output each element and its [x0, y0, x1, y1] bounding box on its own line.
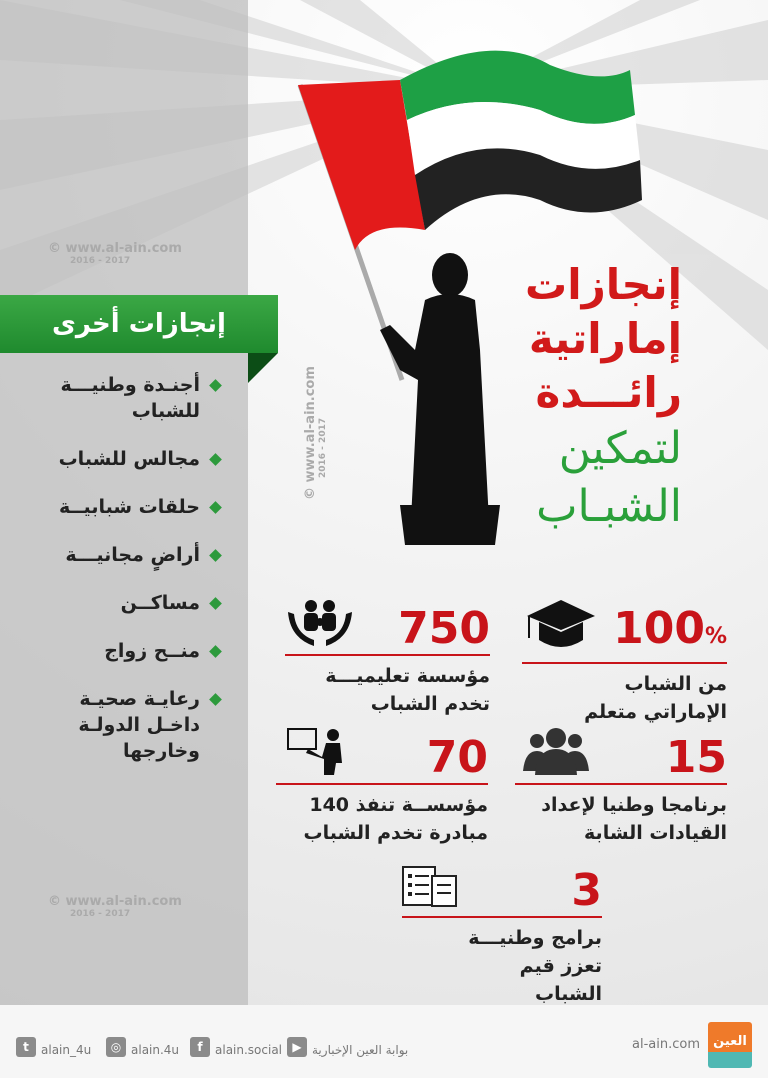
bullet-icon [209, 645, 222, 658]
facebook-icon: f [190, 1037, 210, 1057]
banner-fold [248, 353, 278, 383]
sidebar-heading: إنجازات أخرى [0, 295, 278, 353]
watermark: © www.al-ain.com 2016 - 2017 [303, 366, 328, 500]
youtube-icon: ▶ [287, 1037, 307, 1057]
list-item: حلقات شبابيــة [20, 494, 230, 520]
graduation-cap-icon [525, 598, 597, 650]
bullet-icon [209, 379, 222, 392]
site-link[interactable]: al-ain.com [632, 1037, 700, 1052]
checklist-icon [402, 866, 458, 908]
stat-100-percent: 100% من الشباب الإماراتي متعلم [522, 606, 727, 726]
instagram-link[interactable]: ◎ alain.4u [106, 1037, 179, 1057]
youtube-link[interactable]: ▶ بوابة العين الإخبارية [287, 1037, 408, 1057]
twitter-icon: t [16, 1037, 36, 1057]
presenter-icon [286, 727, 348, 775]
list-item: منــح زواج [20, 638, 230, 664]
stat-750: 750 مؤسسة تعليميـــة تخدم الشباب [285, 606, 490, 718]
family-care-icon [286, 598, 356, 648]
al-ain-logo: العين [708, 1022, 752, 1068]
instagram-icon: ◎ [106, 1037, 126, 1057]
watermark: © www.al-ain.com 2016 - 2017 [48, 241, 182, 266]
bullet-icon [209, 597, 222, 610]
bullet-icon [209, 693, 222, 706]
list-item: أجنـدة وطنيـــة للشباب [20, 372, 230, 424]
footer [0, 1005, 768, 1078]
sidebar-list [20, 372, 230, 786]
stat-15: 15 برنامجا وطنيا لإعداد القيادات الشابة [515, 735, 727, 847]
list-item: رعايـة صحيـة داخـل الدولـة وخارجها [20, 686, 230, 764]
facebook-link[interactable]: f alain.social [190, 1037, 282, 1057]
stat-70: 70 مؤسســة تنفذ 140 مبادرة تخدم الشباب [276, 735, 488, 847]
bullet-icon [209, 501, 222, 514]
subtitle: لتمكين الشبـاب [536, 423, 682, 532]
group-icon [523, 727, 589, 775]
bullet-icon [209, 549, 222, 562]
list-item: أراضٍ مجانيـــة [20, 542, 230, 568]
main-title: إنجازات إماراتية رائـــدة [525, 260, 682, 417]
twitter-link[interactable]: t alain_4u [16, 1037, 91, 1057]
list-item: مجالس للشباب [20, 446, 230, 472]
watermark: © www.al-ain.com 2016 - 2017 [48, 894, 182, 919]
list-item: مساكــن [20, 590, 230, 616]
stat-3: 3 برامج وطنيـــة تعزز قيم الشباب [470, 868, 602, 1005]
bullet-icon [209, 453, 222, 466]
